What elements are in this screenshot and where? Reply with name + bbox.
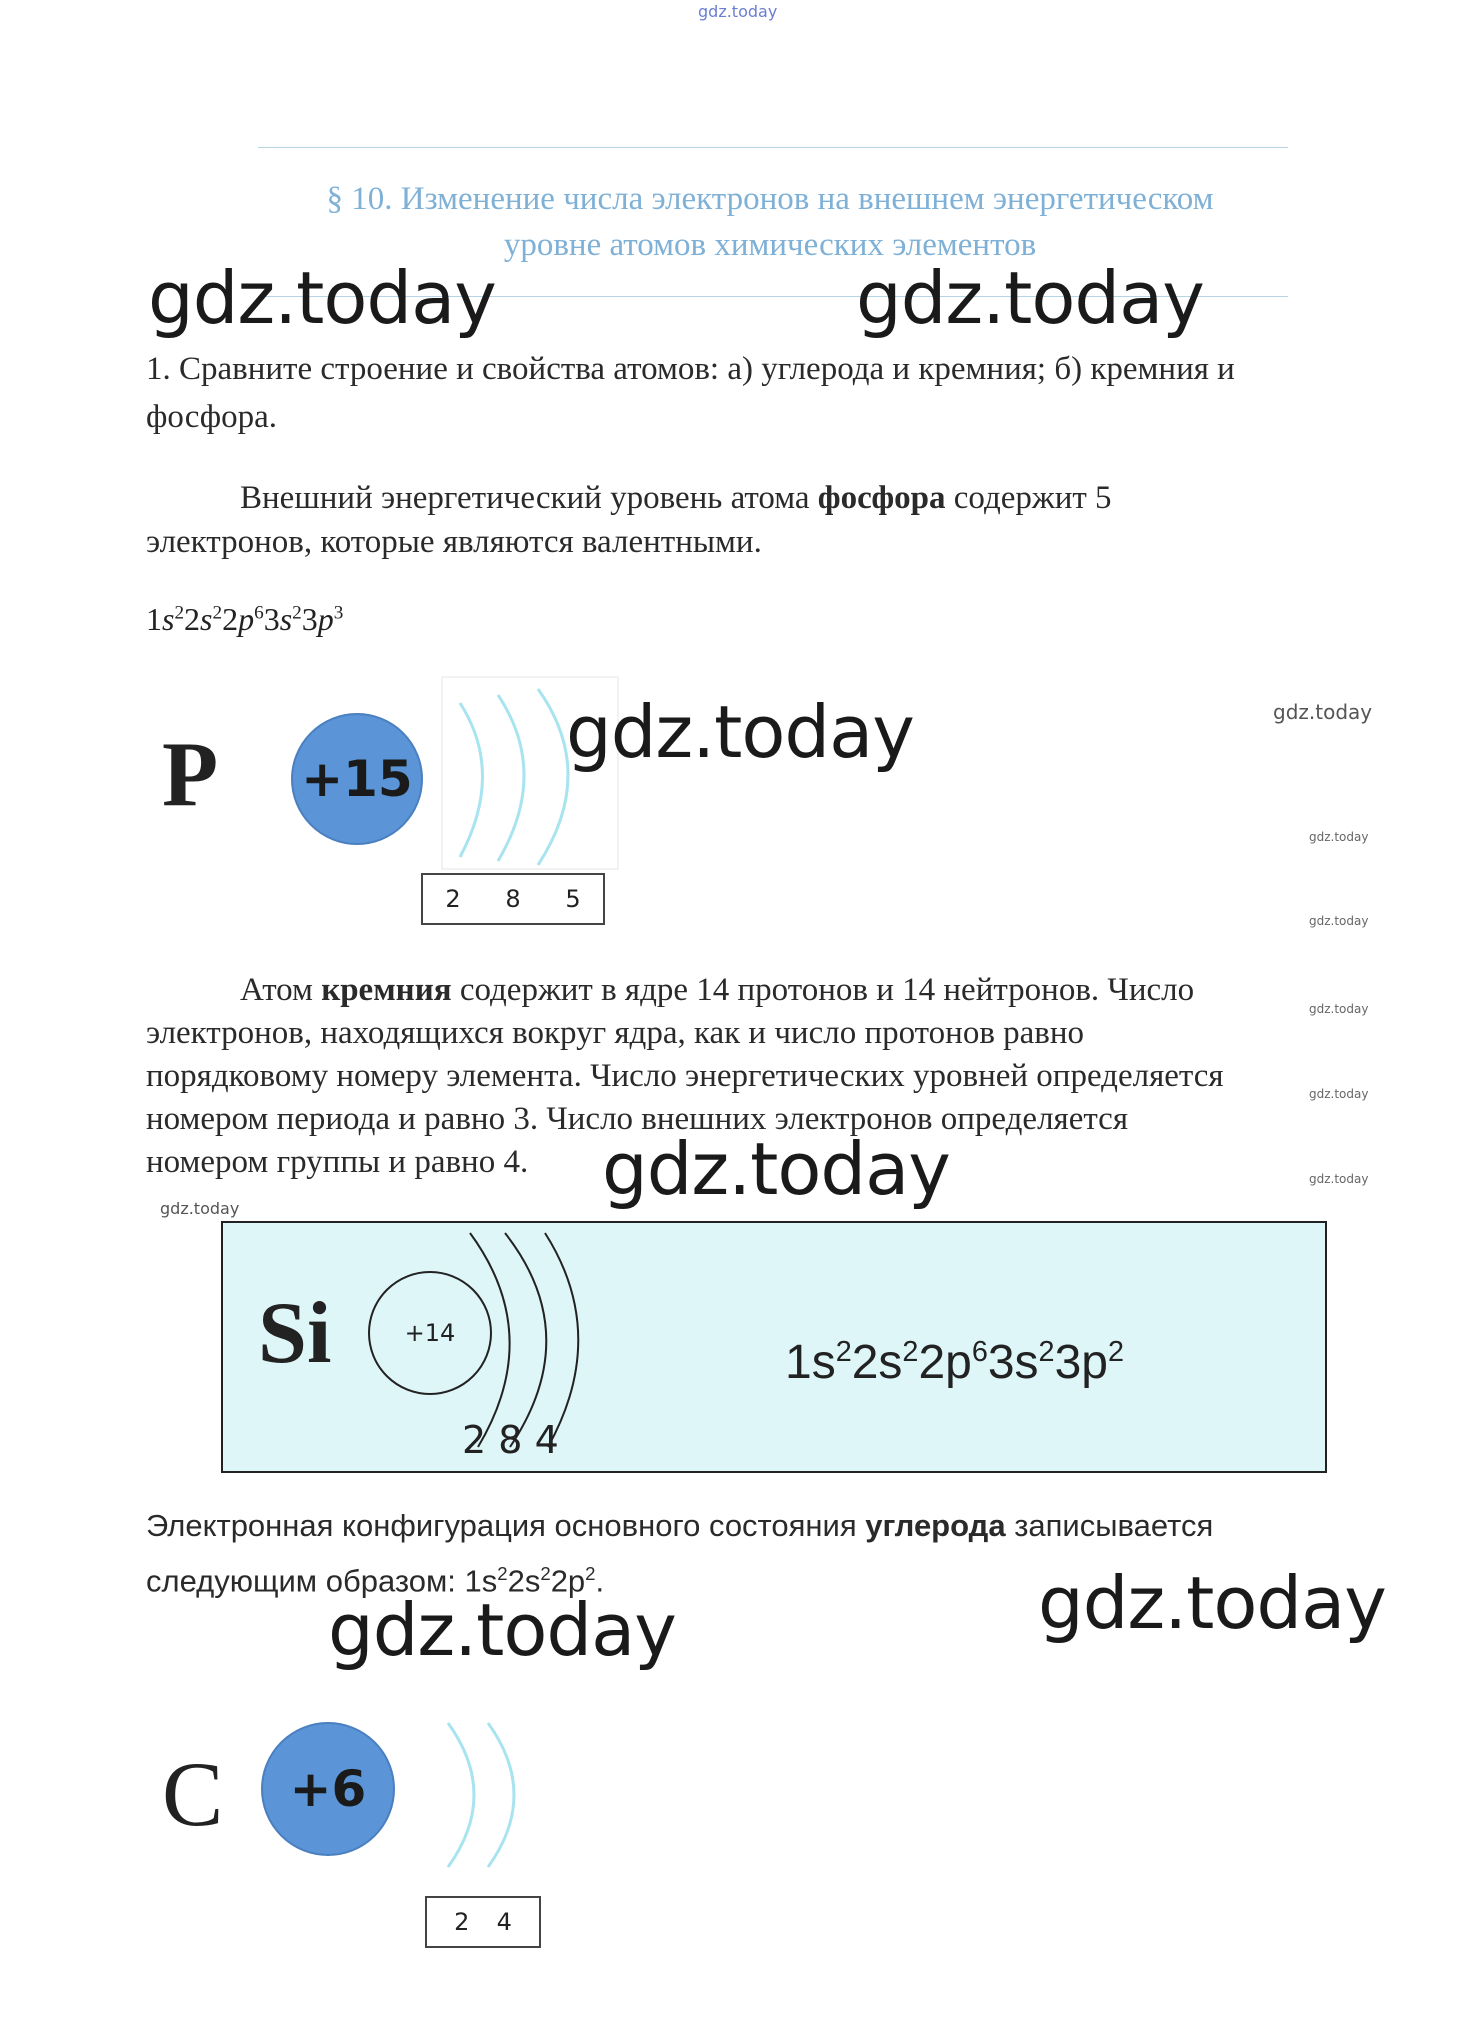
watermark: gdz.today [566, 690, 914, 774]
cfg-sup: 2 [174, 602, 185, 624]
phosphorus-nucleus: +15 [291, 713, 423, 845]
cfg-part: p [238, 601, 255, 637]
heading-top-rule [258, 147, 1288, 148]
shell-count: 5 [565, 885, 581, 913]
watermark-tiny: gdz.today [1309, 1172, 1369, 1186]
cfg-part: 2 [222, 601, 239, 637]
watermark: gdz.today [856, 256, 1204, 340]
phosphorus-shell-counts [421, 873, 605, 925]
silicon-text-post: содержит в ядре 14 протонов и 14 нейтронов. Число [451, 972, 1195, 1008]
cfg-sup: 2 [1038, 1336, 1055, 1368]
silicon-paragraph-line3: порядковому номеру элемента. Число энергетических уровней определяется [146, 1058, 1224, 1094]
cfg-part: 3s [987, 1336, 1039, 1389]
shell-count: 2 [462, 1418, 487, 1462]
silicon-nucleus-charge: +14 [404, 1319, 456, 1347]
carbon-bold: углерода [865, 1508, 1006, 1543]
phosphorus-config [146, 601, 343, 638]
silicon-shell-counts [462, 1418, 559, 1462]
watermark-tiny: gdz.today [1309, 1002, 1369, 1016]
cfg-part: 2p [918, 1336, 972, 1389]
watermark: gdz.today [328, 1588, 676, 1672]
watermark: gdz.today [1038, 1561, 1386, 1645]
watermark-small: gdz.today [1273, 700, 1373, 724]
cfg-part: 3p [1054, 1336, 1108, 1389]
shell-count: 8 [498, 1418, 523, 1462]
watermark: gdz.today [148, 256, 496, 340]
cfg-part: s [279, 601, 293, 637]
question-line2: фосфора. [146, 399, 278, 435]
watermark: gdz.today [602, 1127, 950, 1211]
carbon-text-post: записывается [1005, 1508, 1214, 1543]
section-heading-line2: уровне атомов химических элементов [503, 227, 1037, 263]
question-line1: 1. Сравните строение и свойства атомов: а) углерода и кремния; б) кремния и [146, 351, 1235, 387]
cfg-sup: 2 [835, 1336, 852, 1368]
cfg-part: 2p [550, 1563, 586, 1599]
cfg-part: 1s [785, 1336, 836, 1389]
top-watermark: gdz.today [698, 2, 778, 21]
watermark-tiny: gdz.today [1309, 1087, 1369, 1101]
watermark-tiny: gdz.today [1309, 914, 1369, 928]
cfg-sup: 2 [1107, 1336, 1124, 1368]
cfg-part: 2s [507, 1563, 541, 1599]
phosphorus-text-pre: Внешний энергетический уровень атома [240, 480, 818, 516]
section-heading-line1: § 10. Изменение числа электронов на внешнем энергетическом [326, 181, 1214, 217]
silicon-paragraph-line4: номером периода и равно 3. Число внешних электронов определяется [146, 1101, 1129, 1137]
cfg-sup: 6 [971, 1336, 988, 1368]
silicon-paragraph-line1 [240, 969, 1194, 1012]
cfg-sup: 2 [585, 1563, 596, 1584]
silicon-config [785, 1335, 1124, 1390]
cfg-sup: 2 [292, 602, 302, 624]
shell-count: 2 [445, 885, 461, 913]
phosphorus-text-post: содержит 5 [945, 480, 1112, 516]
cfg-part: p [317, 601, 334, 637]
cfg-sup: 2 [540, 1563, 551, 1584]
shell-count: 2 [454, 1908, 470, 1936]
silicon-paragraph-line5: номером группы и равно 4. [146, 1144, 529, 1180]
cfg-sup: 6 [254, 602, 264, 624]
silicon-text-pre: Атом [240, 972, 322, 1008]
watermark-tiny: gdz.today [1309, 830, 1369, 844]
watermark-small: gdz.today [160, 1199, 240, 1218]
carbon-shell-counts [425, 1896, 541, 1948]
phosphorus-paragraph-line2: электронов, которые являются валентными. [146, 524, 762, 560]
cfg-sup: 2 [497, 1563, 508, 1584]
cfg-part: s [200, 601, 213, 637]
cfg-part: . [595, 1563, 605, 1599]
phosphorus-symbol: P [162, 723, 219, 825]
cfg-part: 3 [301, 601, 318, 637]
phosphorus-paragraph-line1 [240, 477, 1112, 520]
carbon-paragraph-line1 [146, 1504, 1213, 1547]
phosphorus-bold: фосфора [817, 480, 946, 516]
shell-count: 8 [505, 885, 521, 913]
carbon-nucleus: +6 [261, 1722, 395, 1856]
shell-count: 4 [496, 1908, 512, 1936]
silicon-symbol: Si [258, 1285, 332, 1382]
carbon-text: следующим образом: 1s [146, 1563, 498, 1599]
carbon-text-pre: Электронная конфигурация основного состояния [146, 1508, 866, 1543]
carbon-symbol: C [162, 1743, 224, 1845]
shell-count: 4 [534, 1418, 559, 1462]
cfg-part: 2 [184, 601, 201, 637]
cfg-part: s [162, 601, 175, 637]
cfg-part: 3 [263, 601, 280, 637]
cfg-part: 1 [146, 601, 162, 637]
cfg-sup: 2 [212, 602, 223, 624]
cfg-sup: 2 [902, 1336, 919, 1368]
silicon-paragraph-line2: электронов, находящихся вокруг ядра, как и число протонов равно [146, 1015, 1085, 1051]
silicon-bold: кремния [321, 972, 452, 1008]
carbon-shells [440, 1715, 550, 1875]
cfg-sup: 3 [333, 602, 344, 624]
cfg-part: 2s [851, 1336, 903, 1389]
